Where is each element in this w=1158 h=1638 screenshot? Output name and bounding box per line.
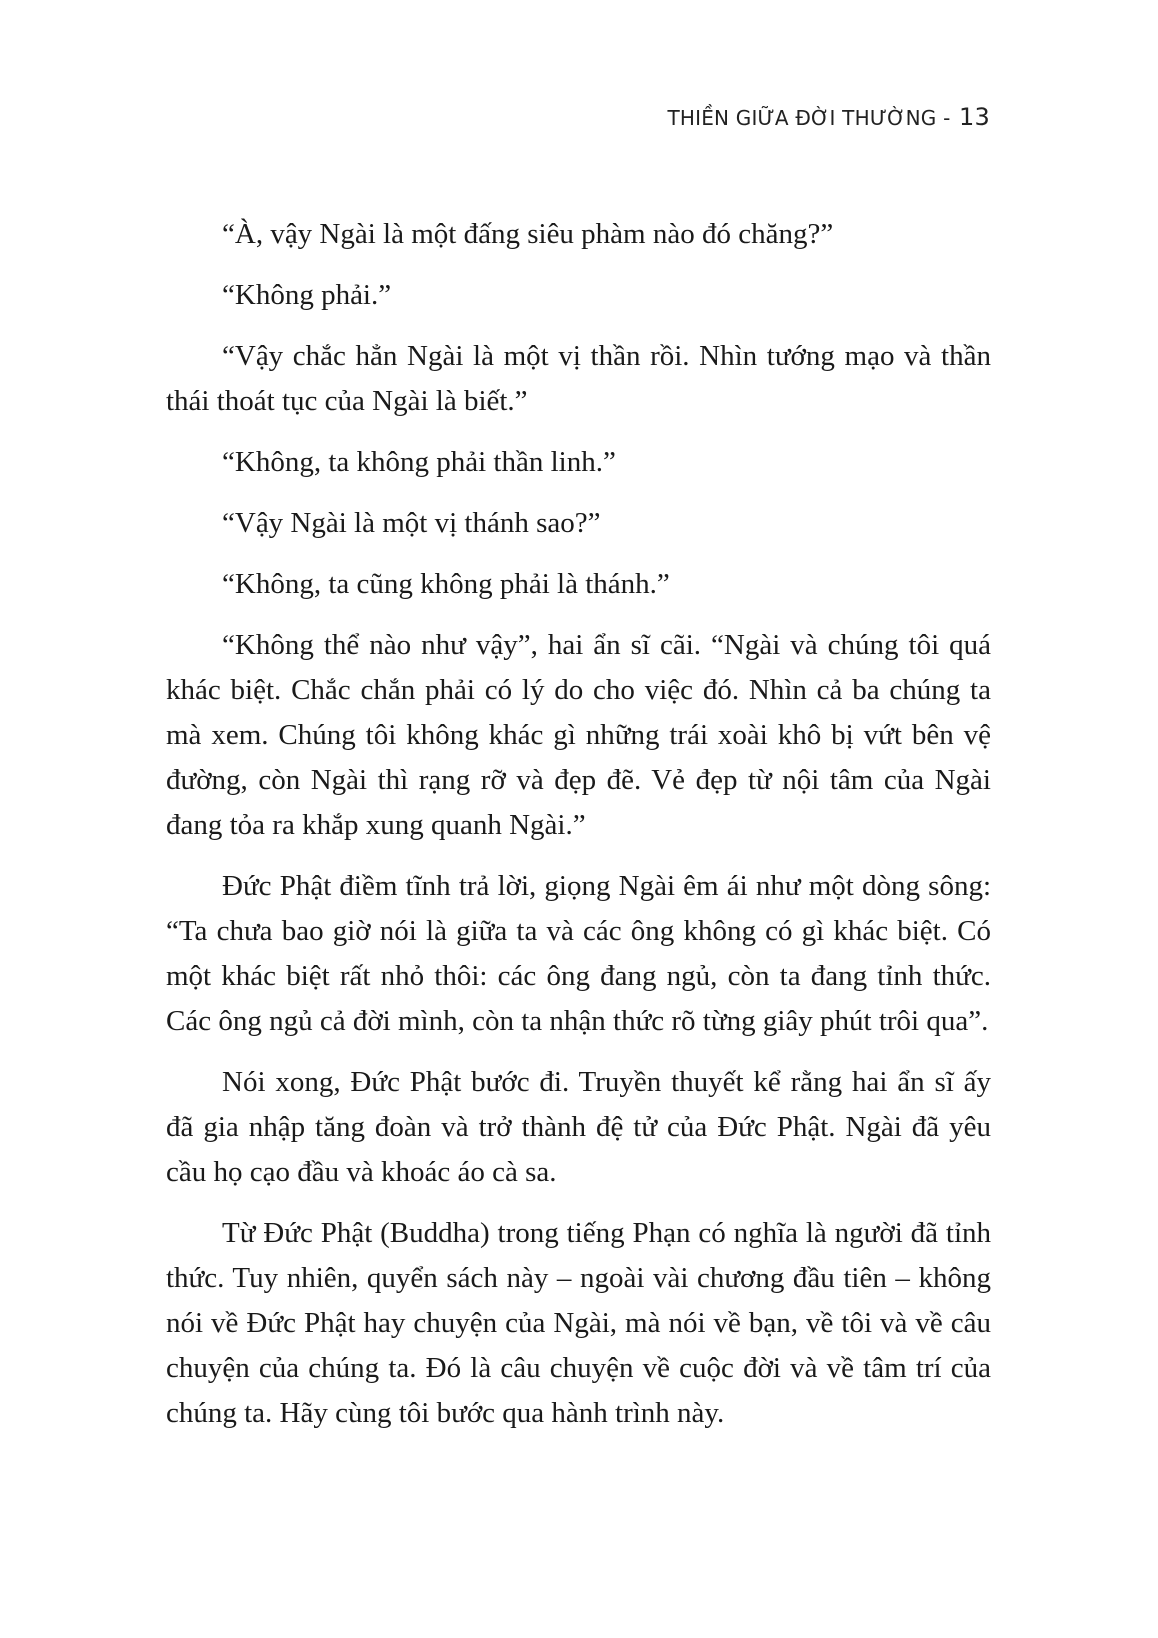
page-number: 13 xyxy=(959,103,990,131)
paragraph: “Vậy chắc hẳn Ngài là một vị thần rồi. Nhìn tướng mạo và thần thái thoát tục của Ngài là biết.” xyxy=(166,340,991,417)
paragraph: “À, vậy Ngài là một đấng siêu phàm nào đó chăng?” xyxy=(222,218,834,250)
paragraph: Đức Phật điềm tĩnh trả lời, giọng Ngài êm ái như một dòng sông: “Ta chưa bao giờ nói là giữa ta và các ông không có gì khác biệt. Có một khác biệt rất nhỏ thôi: các ông đang ngủ, còn ta đang tỉnh thức. Các ông ngủ cả đời mình, còn ta nhận thức rõ từng giây phút trôi qua”. xyxy=(166,870,991,1037)
paragraph: Từ Đức Phật (Buddha) trong tiếng Phạn có nghĩa là người đã tỉnh thức. Tuy nhiên, quyển sách này – ngoài vài chương đầu tiên – không nói về Đức Phật hay chuyện của Ngài, mà nói về bạn, về tôi và về câu chuyện của chúng ta. Đó là câu chuyện về cuộc đời và về tâm trí của chúng ta. Hãy cùng tôi bước qua hành trình này. xyxy=(166,1217,991,1429)
running-header-title: THIỀN GIỮA ĐỜI THƯỜNG - xyxy=(667,106,951,130)
paragraph: “Vậy Ngài là một vị thánh sao?” xyxy=(222,507,601,539)
paragraph: “Không, ta cũng không phải là thánh.” xyxy=(222,568,670,600)
paragraph: “Không, ta không phải thần linh.” xyxy=(222,446,616,478)
paragraph: “Không phải.” xyxy=(222,279,392,311)
paragraph: Nói xong, Đức Phật bước đi. Truyền thuyết kể rằng hai ẩn sĩ ấy đã gia nhập tăng đoàn và trở thành đệ tử của Đức Phật. Ngài đã yêu cầu họ cạo đầu và khoác áo cà sa. xyxy=(166,1066,991,1188)
body-text xyxy=(166,212,991,1452)
paragraph: “Không thể nào như vậy”, hai ẩn sĩ cãi. “Ngài và chúng tôi quá khác biệt. Chắc chắn phải có lý do cho việc đó. Nhìn cả ba chúng ta mà xem. Chúng tôi không khác gì những trái xoài khô bị vứt bên vệ đường, còn Ngài thì rạng rỡ và đẹp đẽ. Vẻ đẹp từ nội tâm của Ngài đang tỏa ra khắp xung quanh Ngài.” xyxy=(166,629,991,841)
running-header xyxy=(667,103,990,131)
